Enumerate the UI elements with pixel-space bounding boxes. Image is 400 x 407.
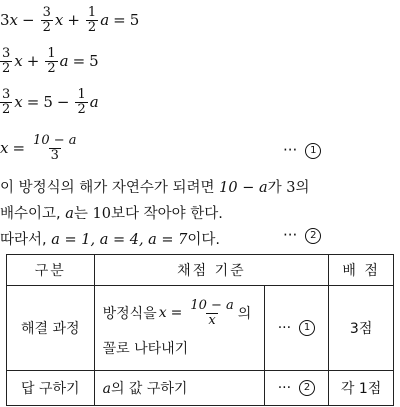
- ellipsis: ···: [283, 141, 298, 159]
- numerator: 10 − a: [33, 132, 77, 148]
- fraction: [45, 47, 57, 76]
- text: 보다 작아야 한다.: [110, 206, 223, 222]
- row-criteria: [94, 286, 264, 371]
- text: 의 값 구하기: [110, 381, 188, 397]
- constant: 5: [43, 93, 53, 111]
- rhs-value: 5: [129, 11, 140, 29]
- text: 꼴로 나타내기: [102, 341, 189, 357]
- fraction: [0, 88, 12, 117]
- plus-sign: +: [26, 52, 40, 70]
- text: 의: [295, 180, 310, 196]
- fraction: [188, 299, 235, 328]
- variable-a: a: [65, 206, 74, 222]
- minus-sign: −: [56, 93, 70, 111]
- denominator: 2: [2, 101, 11, 117]
- text: 방정식을: [102, 306, 157, 322]
- denominator: 2: [87, 19, 97, 35]
- text: 는: [73, 206, 93, 222]
- equation-step-3: [0, 82, 400, 122]
- denominator: 3: [50, 147, 59, 163]
- circled-number: 2: [299, 380, 315, 396]
- plus-sign: +: [67, 11, 80, 29]
- coefficient: 3: [0, 11, 10, 29]
- ellipsis: ···: [277, 320, 292, 336]
- rhs-value: 5: [89, 52, 99, 70]
- text: 의: [237, 306, 252, 322]
- equals-sign: =: [170, 305, 183, 321]
- variable-a: a: [100, 11, 110, 29]
- expression: 10 − a: [219, 180, 268, 196]
- circled-number: 2: [305, 228, 321, 244]
- row-points: 각 1점: [329, 371, 394, 406]
- ellipsis: ···: [277, 380, 292, 396]
- number: 3: [286, 180, 296, 196]
- variable-a: a: [89, 93, 99, 111]
- fraction: [41, 6, 53, 35]
- variable-x: x: [14, 52, 23, 70]
- header-criteria: 채점 기준: [94, 255, 329, 286]
- row-marker: [264, 286, 329, 371]
- equals-sign: =: [12, 139, 26, 157]
- equals-sign: =: [26, 93, 40, 111]
- explanation-line-1: [0, 176, 400, 197]
- conclusion-line: [0, 228, 400, 249]
- step-marker-2: [283, 226, 321, 244]
- equation-step-4: [0, 128, 400, 168]
- fraction: [31, 134, 78, 163]
- header-points: 배 점: [329, 255, 394, 286]
- numerator: 3: [2, 45, 11, 61]
- row-category: 답 구하기: [7, 371, 95, 406]
- grading-table: [6, 254, 394, 406]
- variable-a: a: [102, 381, 111, 397]
- equation-step-2: [0, 41, 400, 81]
- denominator: x: [208, 312, 216, 328]
- table-row: [7, 371, 394, 406]
- numerator: 1: [87, 4, 97, 20]
- minus-sign: −: [22, 11, 35, 29]
- equation-step-1: [0, 0, 400, 40]
- number: 10: [92, 206, 111, 222]
- row-criteria: [94, 371, 264, 406]
- text: 이 방정식의 해가 자연수가 되려면: [0, 180, 220, 196]
- row-marker: [264, 371, 329, 406]
- equals-sign: =: [72, 52, 86, 70]
- row-category: 해결 과정: [7, 286, 95, 371]
- fraction: [75, 88, 87, 117]
- step-marker-1: [283, 141, 321, 159]
- variable-x: x: [54, 11, 64, 29]
- variable-x: x: [14, 93, 23, 111]
- circled-number: 1: [299, 320, 315, 336]
- circled-number: 1: [305, 143, 321, 159]
- text: 가: [267, 180, 287, 196]
- numerator: 3: [2, 86, 11, 102]
- text: 배수이고,: [0, 206, 66, 222]
- variable-x: x: [9, 11, 19, 29]
- denominator: 2: [42, 19, 51, 35]
- variable-a: a: [59, 52, 69, 70]
- fraction: [0, 47, 12, 76]
- denominator: 2: [47, 60, 56, 76]
- fraction: [86, 6, 98, 35]
- table-header-row: [7, 255, 394, 286]
- equals-sign: =: [113, 11, 126, 29]
- numerator: 3: [42, 4, 51, 20]
- numerator: 10 − a: [190, 297, 234, 313]
- ellipsis: ···: [283, 226, 298, 244]
- text: 따라서,: [0, 232, 52, 248]
- numerator: 1: [47, 45, 56, 61]
- header-category: 구분: [7, 255, 95, 286]
- solutions: a = 1, a = 4, a = 7: [51, 232, 188, 248]
- text: 이다.: [187, 232, 221, 248]
- numerator: 1: [77, 86, 86, 102]
- row-points: 3점: [329, 286, 394, 371]
- denominator: 2: [2, 60, 11, 76]
- table-row: [7, 286, 394, 371]
- explanation-line-2: [0, 202, 400, 223]
- variable-x: x: [158, 305, 167, 321]
- variable-x: x: [0, 139, 9, 157]
- denominator: 2: [77, 101, 86, 117]
